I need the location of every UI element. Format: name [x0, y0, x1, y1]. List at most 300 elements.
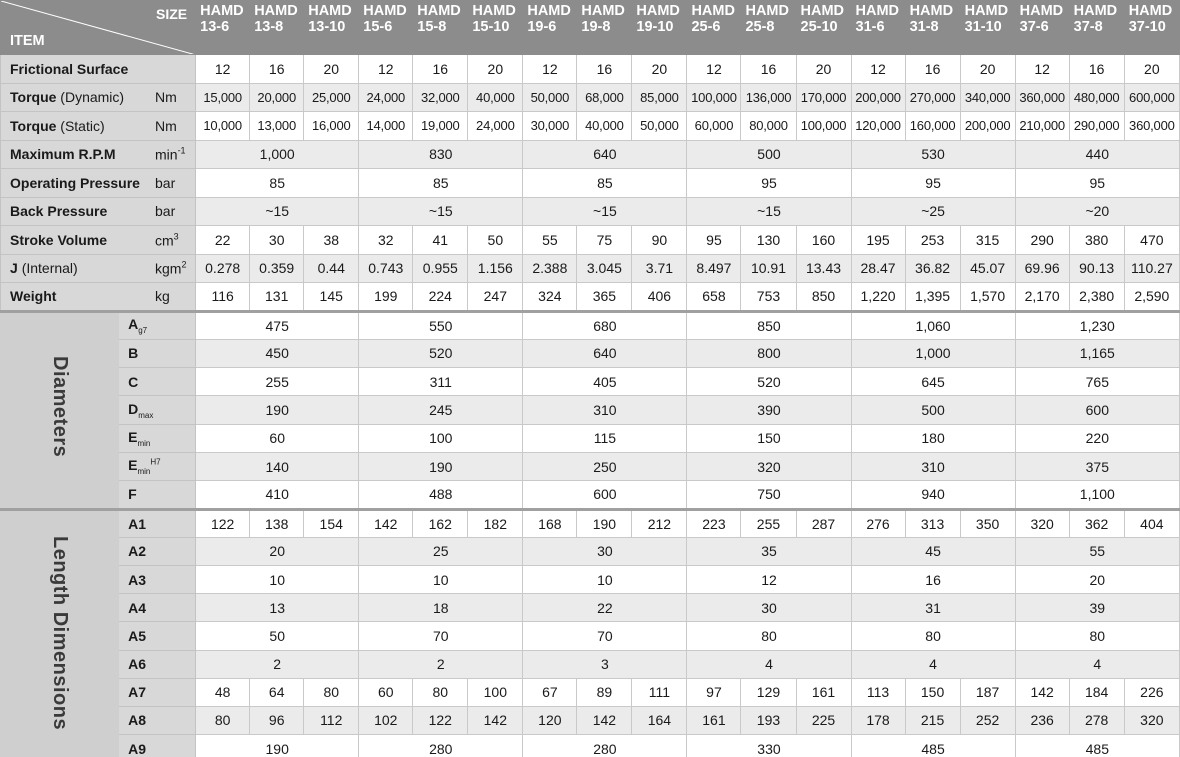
value-cell: 182	[468, 509, 523, 537]
value-cell: 20	[304, 55, 359, 84]
group-value-cell: 450	[196, 339, 359, 367]
value-cell: 69.96	[1015, 254, 1069, 283]
spec-unit-text: bar	[155, 203, 176, 220]
value-cell: 1,220	[851, 283, 905, 312]
group-value-cell: 1,000	[851, 339, 1015, 367]
value-cell: 160	[796, 226, 851, 255]
group-value-cell: 645	[851, 368, 1015, 396]
spec-name: Frictional Surface	[10, 60, 129, 77]
value-cell: 12	[687, 55, 741, 84]
dimension-symbol: A7	[128, 684, 146, 701]
dimension-label	[119, 537, 196, 565]
value-cell: 32,000	[413, 83, 468, 112]
model-header	[796, 1, 851, 55]
group-value-cell: 475	[196, 311, 359, 339]
value-cell: 122	[413, 706, 468, 734]
group-value-cell: 18	[359, 594, 523, 622]
group-value-cell: 680	[523, 311, 687, 339]
model-size: 25-10	[800, 19, 838, 35]
value-cell: 270,000	[905, 83, 960, 112]
group-value-cell: ~15	[687, 197, 851, 226]
value-cell: 12	[851, 55, 905, 84]
group-value-cell: 10	[196, 565, 359, 593]
model-header	[960, 1, 1015, 55]
spec-label	[1, 254, 196, 283]
group-value-cell: 1,165	[1015, 339, 1179, 367]
model-header	[851, 1, 905, 55]
value-cell: 252	[960, 706, 1015, 734]
value-cell: 142	[359, 509, 413, 537]
value-cell: 32	[359, 226, 413, 255]
value-cell: 315	[960, 226, 1015, 255]
model-size: 31-8	[909, 19, 939, 35]
model-size: 37-8	[1073, 19, 1103, 35]
spec-label	[1, 169, 196, 198]
spec-row	[1, 55, 1180, 84]
spec-label	[1, 112, 196, 141]
group-value-cell: 440	[1015, 140, 1179, 169]
group-value-cell: 31	[851, 594, 1015, 622]
diameters-title: Diameters	[49, 356, 72, 458]
model-header	[632, 1, 687, 55]
value-cell: 129	[741, 678, 796, 706]
dimension-label	[119, 735, 196, 757]
value-cell: 100	[468, 678, 523, 706]
group-value-cell: ~15	[359, 197, 523, 226]
item-label: ITEM	[10, 33, 45, 49]
lengths-row	[1, 735, 1180, 757]
value-cell: 20	[632, 55, 687, 84]
value-cell: 16	[413, 55, 468, 84]
value-cell: 55	[523, 226, 577, 255]
spec-unit-text: kgm	[155, 260, 182, 277]
dimension-symbol: A3	[128, 571, 146, 588]
value-cell: 360,000	[1015, 83, 1069, 112]
group-value-cell: 3	[523, 650, 687, 678]
spec-unit-exponent: 3	[173, 231, 179, 242]
value-cell: 112	[304, 706, 359, 734]
spec-name: J	[10, 260, 18, 277]
group-value-cell: 1,100	[1015, 481, 1179, 509]
group-value-cell: 150	[687, 424, 851, 452]
group-value-cell: 320	[687, 452, 851, 480]
group-value-cell: 30	[687, 594, 851, 622]
model-name: HAMD	[1073, 3, 1118, 19]
group-value-cell: 410	[196, 481, 359, 509]
dimension-symbol: A6	[128, 656, 146, 673]
value-cell: 406	[632, 283, 687, 312]
group-value-cell: 85	[359, 169, 523, 198]
dimension-subscript: max	[138, 410, 154, 420]
value-cell: 16	[741, 55, 796, 84]
value-cell: 130	[741, 226, 796, 255]
diameters-row	[1, 396, 1180, 424]
spec-label	[1, 55, 196, 84]
group-value-cell: 45	[851, 537, 1015, 565]
value-cell: 100,000	[687, 83, 741, 112]
group-value-cell: 140	[196, 452, 359, 480]
dimension-symbol: A8	[128, 712, 146, 729]
group-value-cell: 220	[1015, 424, 1179, 452]
value-cell: 184	[1069, 678, 1124, 706]
group-value-cell: 530	[851, 140, 1015, 169]
value-cell: 142	[577, 706, 632, 734]
model-header	[413, 1, 468, 55]
value-cell: 195	[851, 226, 905, 255]
group-value-cell: 55	[1015, 537, 1179, 565]
model-size: 31-6	[855, 19, 885, 35]
value-cell: 14,000	[359, 112, 413, 141]
spec-unit-text: bar	[155, 174, 176, 191]
dimension-label	[119, 594, 196, 622]
value-cell: 89	[577, 678, 632, 706]
group-value-cell: 190	[196, 396, 359, 424]
group-value-cell: 830	[359, 140, 523, 169]
value-cell: 210,000	[1015, 112, 1069, 141]
lengths-row	[1, 565, 1180, 593]
group-value-cell: 375	[1015, 452, 1179, 480]
value-cell: 145	[304, 283, 359, 312]
dimension-label	[119, 481, 196, 509]
spec-row	[1, 112, 1180, 141]
value-cell: 247	[468, 283, 523, 312]
value-cell: 22	[196, 226, 250, 255]
value-cell: 161	[796, 678, 851, 706]
dimension-symbol: B	[128, 345, 139, 362]
value-cell: 95	[687, 226, 741, 255]
lengths-title: Length Dimensions	[49, 536, 72, 731]
value-cell: 25,000	[304, 83, 359, 112]
model-header	[359, 1, 413, 55]
lengths-row	[1, 537, 1180, 565]
value-cell: 0.44	[304, 254, 359, 283]
spec-row	[1, 226, 1180, 255]
value-cell: 113	[851, 678, 905, 706]
spec-unit-text: Nm	[155, 89, 177, 106]
model-name: HAMD	[472, 3, 516, 19]
value-cell: 404	[1124, 509, 1179, 537]
lengths-group-label	[1, 509, 119, 757]
group-value-cell: 95	[851, 169, 1015, 198]
model-name: HAMD	[254, 3, 298, 19]
value-cell: 30,000	[523, 112, 577, 141]
spec-name: Maximum R.P.M	[10, 146, 116, 163]
group-value-cell: 485	[851, 735, 1015, 757]
value-cell: 8.497	[687, 254, 741, 283]
dimension-subscript: min	[137, 467, 151, 477]
value-cell: 278	[1069, 706, 1124, 734]
model-size: 15-6	[363, 19, 393, 35]
model-size: 37-10	[1128, 19, 1166, 35]
value-cell: 10.91	[741, 254, 796, 283]
value-cell: 170,000	[796, 83, 851, 112]
group-value-cell: 850	[687, 311, 851, 339]
spec-name: Weight	[10, 288, 57, 305]
value-cell: 3.045	[577, 254, 632, 283]
group-value-cell: 16	[851, 565, 1015, 593]
model-header	[687, 1, 741, 55]
value-cell: 360,000	[1124, 112, 1179, 141]
group-value-cell: 180	[851, 424, 1015, 452]
group-value-cell: 190	[196, 735, 359, 757]
group-value-cell: 405	[523, 368, 687, 396]
spec-name: Torque	[10, 117, 57, 134]
lengths-row	[1, 650, 1180, 678]
spec-row	[1, 197, 1180, 226]
value-cell: 80,000	[741, 112, 796, 141]
value-cell: 16	[577, 55, 632, 84]
spec-unit	[155, 175, 183, 191]
group-value-cell: 10	[523, 565, 687, 593]
group-value-cell: 765	[1015, 368, 1179, 396]
spec-qualifier: (Static)	[60, 117, 105, 134]
spec-unit	[155, 231, 187, 248]
diameters-row	[1, 424, 1180, 452]
value-cell: 320	[1124, 706, 1179, 734]
spec-unit	[155, 260, 194, 277]
group-value-cell: 280	[359, 735, 523, 757]
spec-unit	[155, 203, 183, 219]
value-cell: 380	[1069, 226, 1124, 255]
value-cell: 161	[687, 706, 741, 734]
value-cell: 470	[1124, 226, 1179, 255]
value-cell: 90.13	[1069, 254, 1124, 283]
group-value-cell: 250	[523, 452, 687, 480]
spec-unit	[155, 288, 178, 304]
model-size: 19-8	[581, 19, 611, 35]
value-cell: 1,570	[960, 283, 1015, 312]
value-cell: 753	[741, 283, 796, 312]
spec-unit-exponent: -1	[177, 145, 186, 156]
group-value-cell: 4	[687, 650, 851, 678]
model-header	[468, 1, 523, 55]
value-cell: 41	[413, 226, 468, 255]
header-row	[1, 1, 1180, 55]
diameters-row	[1, 481, 1180, 509]
model-size: 19-10	[636, 19, 674, 35]
value-cell: 90	[632, 226, 687, 255]
value-cell: 850	[796, 283, 851, 312]
model-name: HAMD	[800, 3, 844, 19]
value-cell: 16	[1069, 55, 1124, 84]
dimension-label	[119, 424, 196, 452]
group-value-cell: 600	[523, 481, 687, 509]
value-cell: 1,395	[905, 283, 960, 312]
dimension-symbol: A9	[128, 740, 146, 757]
group-value-cell: 330	[687, 735, 851, 757]
group-value-cell: 100	[359, 424, 523, 452]
value-cell: 24,000	[359, 83, 413, 112]
group-value-cell: ~15	[196, 197, 359, 226]
group-value-cell: 500	[851, 396, 1015, 424]
model-size: 13-10	[308, 19, 346, 35]
model-header	[905, 1, 960, 55]
spec-unit-text: cm	[155, 232, 174, 249]
model-name: HAMD	[581, 3, 625, 19]
group-value-cell: 60	[196, 424, 359, 452]
model-header	[1015, 1, 1069, 55]
value-cell: 0.955	[413, 254, 468, 283]
value-cell: 50	[468, 226, 523, 255]
group-value-cell: 20	[1015, 565, 1179, 593]
value-cell: 10,000	[196, 112, 250, 141]
group-value-cell: ~20	[1015, 197, 1179, 226]
group-value-cell: 80	[687, 622, 851, 650]
value-cell: 19,000	[413, 112, 468, 141]
diameters-row	[1, 311, 1180, 339]
value-cell: 67	[523, 678, 577, 706]
model-name: HAMD	[909, 3, 954, 19]
model-name: HAMD	[200, 3, 244, 19]
group-value-cell: 13	[196, 594, 359, 622]
group-value-cell: 2	[359, 650, 523, 678]
value-cell: 12	[359, 55, 413, 84]
spec-unit-text: kg	[155, 288, 170, 305]
spec-name: Back Pressure	[10, 203, 108, 220]
value-cell: 75	[577, 226, 632, 255]
group-value-cell: 520	[359, 339, 523, 367]
value-cell: 116	[196, 283, 250, 312]
spec-label	[1, 140, 196, 169]
group-value-cell: 1,060	[851, 311, 1015, 339]
group-value-cell: 600	[1015, 396, 1179, 424]
group-value-cell: 800	[687, 339, 851, 367]
value-cell: 20	[468, 55, 523, 84]
value-cell: 212	[632, 509, 687, 537]
group-value-cell: 85	[523, 169, 687, 198]
lengths-row	[1, 706, 1180, 734]
group-value-cell: 95	[1015, 169, 1179, 198]
group-value-cell: 390	[687, 396, 851, 424]
diameters-row	[1, 368, 1180, 396]
value-cell: 30	[250, 226, 304, 255]
value-cell: 48	[196, 678, 250, 706]
value-cell: 313	[905, 509, 960, 537]
value-cell: 100,000	[796, 112, 851, 141]
model-size: 31-10	[964, 19, 1002, 35]
dimension-label	[119, 650, 196, 678]
model-name: HAMD	[1019, 3, 1064, 19]
lengths-row	[1, 622, 1180, 650]
group-value-cell: 80	[851, 622, 1015, 650]
value-cell: 190	[577, 509, 632, 537]
value-cell: 0.743	[359, 254, 413, 283]
group-value-cell: 310	[851, 452, 1015, 480]
value-cell: 40,000	[468, 83, 523, 112]
value-cell: 290	[1015, 226, 1069, 255]
group-value-cell: 39	[1015, 594, 1179, 622]
model-name: HAMD	[691, 3, 735, 19]
dimension-label	[119, 622, 196, 650]
dimension-symbol: A	[128, 316, 139, 333]
value-cell: 658	[687, 283, 741, 312]
value-cell: 200,000	[960, 112, 1015, 141]
value-cell: 142	[468, 706, 523, 734]
value-cell: 96	[250, 706, 304, 734]
value-cell: 122	[196, 509, 250, 537]
value-cell: 38	[304, 226, 359, 255]
value-cell: 236	[1015, 706, 1069, 734]
dimension-label	[119, 565, 196, 593]
value-cell: 60	[359, 678, 413, 706]
corner-cell	[1, 1, 196, 55]
group-value-cell: 940	[851, 481, 1015, 509]
value-cell: 164	[632, 706, 687, 734]
spec-unit-exponent: 2	[181, 259, 187, 270]
value-cell: 45.07	[960, 254, 1015, 283]
value-cell: 24,000	[468, 112, 523, 141]
value-cell: 154	[304, 509, 359, 537]
value-cell: 2.388	[523, 254, 577, 283]
value-cell: 224	[413, 283, 468, 312]
value-cell: 97	[687, 678, 741, 706]
model-size: 37-6	[1019, 19, 1049, 35]
dimension-subscript: min	[137, 438, 151, 448]
value-cell: 365	[577, 283, 632, 312]
value-cell: 226	[1124, 678, 1179, 706]
group-value-cell: 25	[359, 537, 523, 565]
group-value-cell: 255	[196, 368, 359, 396]
model-size: 13-6	[200, 19, 230, 35]
spec-qualifier: (Internal)	[21, 260, 78, 277]
group-value-cell: 488	[359, 481, 523, 509]
group-value-cell: 1,000	[196, 140, 359, 169]
value-cell: 120	[523, 706, 577, 734]
spec-label	[1, 226, 196, 255]
value-cell: 223	[687, 509, 741, 537]
model-name: HAMD	[1128, 3, 1173, 19]
lengths-row	[1, 678, 1180, 706]
value-cell: 255	[741, 509, 796, 537]
group-value-cell: 750	[687, 481, 851, 509]
model-header	[577, 1, 632, 55]
value-cell: 1.156	[468, 254, 523, 283]
model-name: HAMD	[964, 3, 1009, 19]
value-cell: 199	[359, 283, 413, 312]
model-header	[741, 1, 796, 55]
dimension-symbol: E	[128, 457, 138, 474]
spec-unit	[155, 146, 194, 163]
model-name: HAMD	[308, 3, 352, 19]
group-value-cell: ~15	[523, 197, 687, 226]
value-cell: 28.47	[851, 254, 905, 283]
dimension-label	[119, 311, 196, 339]
group-value-cell: 35	[687, 537, 851, 565]
group-value-cell: 50	[196, 622, 359, 650]
spec-row	[1, 254, 1180, 283]
value-cell: 102	[359, 706, 413, 734]
diameters-row	[1, 452, 1180, 480]
value-cell: 480,000	[1069, 83, 1124, 112]
value-cell: 0.359	[250, 254, 304, 283]
value-cell: 324	[523, 283, 577, 312]
spec-name: Operating Pressure	[10, 174, 140, 191]
value-cell: 85,000	[632, 83, 687, 112]
value-cell: 276	[851, 509, 905, 537]
value-cell: 12	[523, 55, 577, 84]
spec-row	[1, 83, 1180, 112]
model-header	[250, 1, 304, 55]
group-value-cell: 280	[523, 735, 687, 757]
dimension-label	[119, 452, 196, 480]
value-cell: 131	[250, 283, 304, 312]
diameters-row	[1, 339, 1180, 367]
spec-name: Torque	[10, 89, 57, 106]
spec-qualifier: (Dynamic)	[60, 89, 125, 106]
group-value-cell: 22	[523, 594, 687, 622]
value-cell: 136,000	[741, 83, 796, 112]
model-header	[1069, 1, 1124, 55]
